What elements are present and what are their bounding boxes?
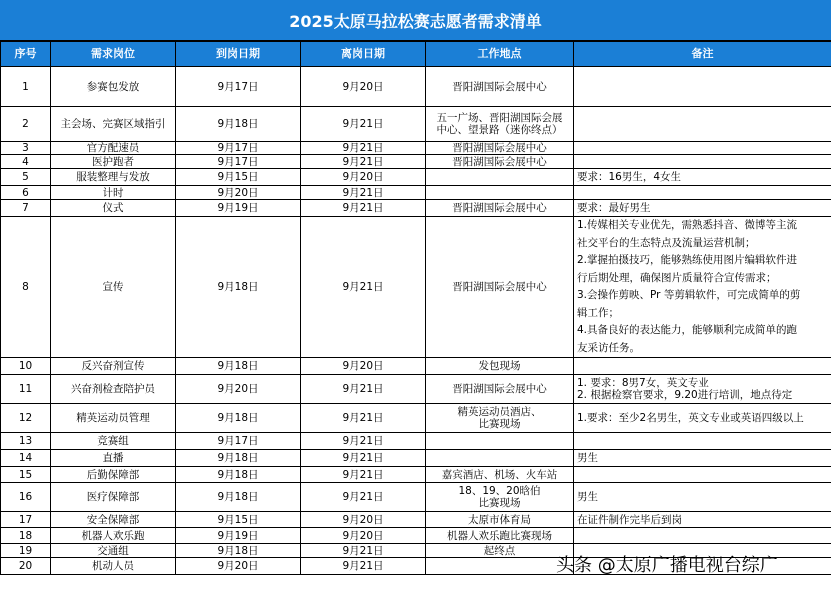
cell-start: 9月18日 <box>176 483 301 512</box>
cell-note <box>574 155 831 169</box>
cell-note <box>574 467 831 483</box>
table-row <box>1 169 831 186</box>
cell-post: 医疗保障部 <box>51 483 176 512</box>
cell-post: 交通组 <box>51 544 176 558</box>
header-location: 工作地点 <box>426 42 574 67</box>
cell-note <box>574 217 831 358</box>
location-line: 比赛现场 <box>478 497 521 509</box>
cell-start: 9月18日 <box>176 544 301 558</box>
location-line: 晋阳湖国际会展中心 <box>452 142 547 154</box>
cell-post: 计时 <box>51 186 176 200</box>
table-row <box>1 200 831 217</box>
cell-no: 20 <box>1 558 51 575</box>
table-row <box>1 142 831 155</box>
note-line: 在证件制作完毕后到岗 <box>577 513 682 526</box>
table-row <box>1 375 831 404</box>
cell-no: 6 <box>1 186 51 200</box>
cell-no: 3 <box>1 142 51 155</box>
cell-no: 19 <box>1 544 51 558</box>
table-row <box>1 155 831 169</box>
cell-note <box>574 512 831 528</box>
cell-start: 9月20日 <box>176 186 301 200</box>
table-row <box>1 358 831 375</box>
note-line: 1. 要求：8男7女，英文专业 <box>577 377 709 389</box>
cell-note <box>574 142 831 155</box>
cell-note <box>574 483 831 512</box>
cell-note <box>574 186 831 200</box>
table-row <box>1 67 831 107</box>
cell-end: 9月21日 <box>301 142 426 155</box>
cell-location <box>426 450 574 467</box>
location-line: 18、19、20晗伯 <box>458 485 541 497</box>
cell-post: 官方配速员 <box>51 142 176 155</box>
cell-location <box>426 142 574 155</box>
location-line: 嘉宾酒店、机场、火车站 <box>441 468 558 481</box>
cell-post: 反兴奋剂宣传 <box>51 358 176 375</box>
cell-start: 9月19日 <box>176 200 301 217</box>
header-start: 到岗日期 <box>176 42 301 67</box>
cell-post: 宣传 <box>51 217 176 358</box>
cell-no: 14 <box>1 450 51 467</box>
cell-note <box>574 404 831 433</box>
cell-end: 9月21日 <box>301 107 426 142</box>
cell-location <box>426 544 574 558</box>
table-row <box>1 217 831 358</box>
cell-no: 8 <box>1 217 51 358</box>
note-line: 友采访任务。 <box>577 341 640 354</box>
cell-end: 9月20日 <box>301 67 426 107</box>
cell-end: 9月21日 <box>301 186 426 200</box>
cell-location <box>426 358 574 375</box>
cell-location <box>426 404 574 433</box>
cell-location <box>426 169 574 186</box>
note-line: 4.具备良好的表达能力，能够顺利完成简单的跑 <box>577 324 798 336</box>
table-row <box>1 483 831 512</box>
table-row <box>1 433 831 450</box>
cell-location <box>426 483 574 512</box>
cell-post: 医护跑者 <box>51 155 176 169</box>
watermark: 头条 @太原广播电视台综广 <box>556 555 778 576</box>
cell-start: 9月18日 <box>176 467 301 483</box>
header-row <box>1 42 831 67</box>
sheet-title: 2025太原马拉松赛志愿者需求清单 <box>0 0 831 41</box>
cell-no: 4 <box>1 155 51 169</box>
cell-no: 15 <box>1 467 51 483</box>
cell-end: 9月20日 <box>301 528 426 544</box>
cell-post: 仪式 <box>51 200 176 217</box>
note-line: 社交平台的生态特点及流量运营机制； <box>577 236 756 249</box>
header-no: 序号 <box>1 42 51 67</box>
location-line: 晋阳湖国际会展中心 <box>452 202 547 214</box>
note-line: 男生 <box>577 491 598 503</box>
table-row <box>1 528 831 544</box>
header-post: 需求岗位 <box>51 42 176 67</box>
cell-start: 9月18日 <box>176 404 301 433</box>
cell-note <box>574 528 831 544</box>
location-line: 晋阳湖国际会展中心 <box>452 383 547 395</box>
cell-location <box>426 528 574 544</box>
cell-end: 9月21日 <box>301 375 426 404</box>
cell-note <box>574 107 831 142</box>
table-row <box>1 512 831 528</box>
cell-start: 9月15日 <box>176 169 301 186</box>
cell-end: 9月20日 <box>301 512 426 528</box>
cell-location <box>426 558 574 575</box>
cell-location <box>426 217 574 358</box>
cell-note <box>574 169 831 186</box>
cell-post: 兴奋剂检查陪护员 <box>51 375 176 404</box>
location-line: 比赛现场 <box>478 418 521 430</box>
cell-note <box>574 67 831 107</box>
cell-end: 9月21日 <box>301 217 426 358</box>
cell-start: 9月18日 <box>176 450 301 467</box>
cell-note <box>574 433 831 450</box>
location-line: 晋阳湖国际会展中心 <box>452 155 547 168</box>
cell-no: 13 <box>1 433 51 450</box>
cell-end: 9月21日 <box>301 483 426 512</box>
table-body <box>1 67 831 575</box>
cell-no: 5 <box>1 169 51 186</box>
cell-start: 9月17日 <box>176 142 301 155</box>
cell-post: 参赛包发放 <box>51 67 176 107</box>
cell-end: 9月21日 <box>301 558 426 575</box>
cell-start: 9月20日 <box>176 558 301 575</box>
cell-start: 9月18日 <box>176 107 301 142</box>
cell-location <box>426 155 574 169</box>
cell-note <box>574 450 831 467</box>
note-line: 3.会操作剪映、Pr 等剪辑软件，可完成简单的剪 <box>577 289 801 301</box>
cell-no: 17 <box>1 512 51 528</box>
cell-start: 9月19日 <box>176 528 301 544</box>
cell-start: 9月20日 <box>176 375 301 404</box>
cell-post: 安全保障部 <box>51 512 176 528</box>
cell-no: 1 <box>1 67 51 107</box>
table-row <box>1 404 831 433</box>
cell-end: 9月21日 <box>301 544 426 558</box>
location-line: 起终点 <box>483 544 516 557</box>
note-line: 要求：最好男生 <box>577 202 651 214</box>
volunteer-table <box>0 41 831 575</box>
table-row <box>1 467 831 483</box>
cell-no: 2 <box>1 107 51 142</box>
cell-post: 服装整理与发放 <box>51 169 176 186</box>
location-line: 太原市体育局 <box>468 513 531 526</box>
cell-end: 9月20日 <box>301 169 426 186</box>
note-line: 行后期处理，确保图片质量符合宣传需求； <box>577 271 777 284</box>
cell-note <box>574 375 831 404</box>
cell-no: 16 <box>1 483 51 512</box>
cell-start: 9月15日 <box>176 512 301 528</box>
note-line: 2.掌握拍摄技巧，能够熟练使用图片编辑软件进 <box>577 254 798 266</box>
cell-end: 9月21日 <box>301 200 426 217</box>
cell-post: 后勤保障部 <box>51 467 176 483</box>
cell-location <box>426 200 574 217</box>
cell-location <box>426 67 574 107</box>
table-row <box>1 186 831 200</box>
location-line: 机器人欢乐跑比赛现场 <box>447 529 552 542</box>
cell-location <box>426 433 574 450</box>
location-line: 中心、望景路（迷你终点） <box>436 124 563 136</box>
location-line: 精英运动员酒店、 <box>457 406 542 418</box>
note-line: 辑工作； <box>577 306 619 319</box>
cell-post: 直播 <box>51 450 176 467</box>
cell-note <box>574 358 831 375</box>
cell-end: 9月21日 <box>301 467 426 483</box>
table-row <box>1 450 831 467</box>
header-note: 备注 <box>574 42 831 67</box>
location-line: 发包现场 <box>478 360 521 372</box>
cell-location <box>426 107 574 142</box>
note-line: 男生 <box>577 452 598 464</box>
cell-no: 10 <box>1 358 51 375</box>
header-end: 离岗日期 <box>301 42 426 67</box>
cell-location <box>426 186 574 200</box>
cell-location <box>426 375 574 404</box>
cell-end: 9月21日 <box>301 404 426 433</box>
cell-no: 7 <box>1 200 51 217</box>
note-line: 1.要求：至少2名男生，英文专业或英语四级以上 <box>577 412 804 424</box>
cell-end: 9月21日 <box>301 450 426 467</box>
location-line: 晋阳湖国际会展中心 <box>452 80 547 93</box>
cell-start: 9月17日 <box>176 155 301 169</box>
cell-location <box>426 467 574 483</box>
cell-post: 主会场、完赛区域指引 <box>51 107 176 142</box>
cell-start: 9月17日 <box>176 67 301 107</box>
note-line: 要求：16男生，4女生 <box>577 171 682 183</box>
note-line: 1.传媒相关专业优先，需熟悉抖音、微博等主流 <box>577 219 798 231</box>
location-line: 晋阳湖国际会展中心 <box>452 281 547 293</box>
cell-start: 9月18日 <box>176 217 301 358</box>
cell-post: 机动人员 <box>51 558 176 575</box>
cell-no: 18 <box>1 528 51 544</box>
cell-end: 9月20日 <box>301 358 426 375</box>
cell-start: 9月18日 <box>176 358 301 375</box>
cell-location <box>426 512 574 528</box>
cell-end: 9月21日 <box>301 155 426 169</box>
cell-post: 机器人欢乐跑 <box>51 528 176 544</box>
location-line: 五一广场、晋阳湖国际会展 <box>436 112 563 124</box>
note-line: 2. 根据检察官要求，9.20进行培训，地点待定 <box>577 389 793 401</box>
cell-post: 竞赛组 <box>51 433 176 450</box>
cell-start: 9月17日 <box>176 433 301 450</box>
cell-no: 12 <box>1 404 51 433</box>
cell-post: 精英运动员管理 <box>51 404 176 433</box>
cell-end: 9月21日 <box>301 433 426 450</box>
table-row <box>1 107 831 142</box>
cell-note <box>574 200 831 217</box>
cell-no: 11 <box>1 375 51 404</box>
